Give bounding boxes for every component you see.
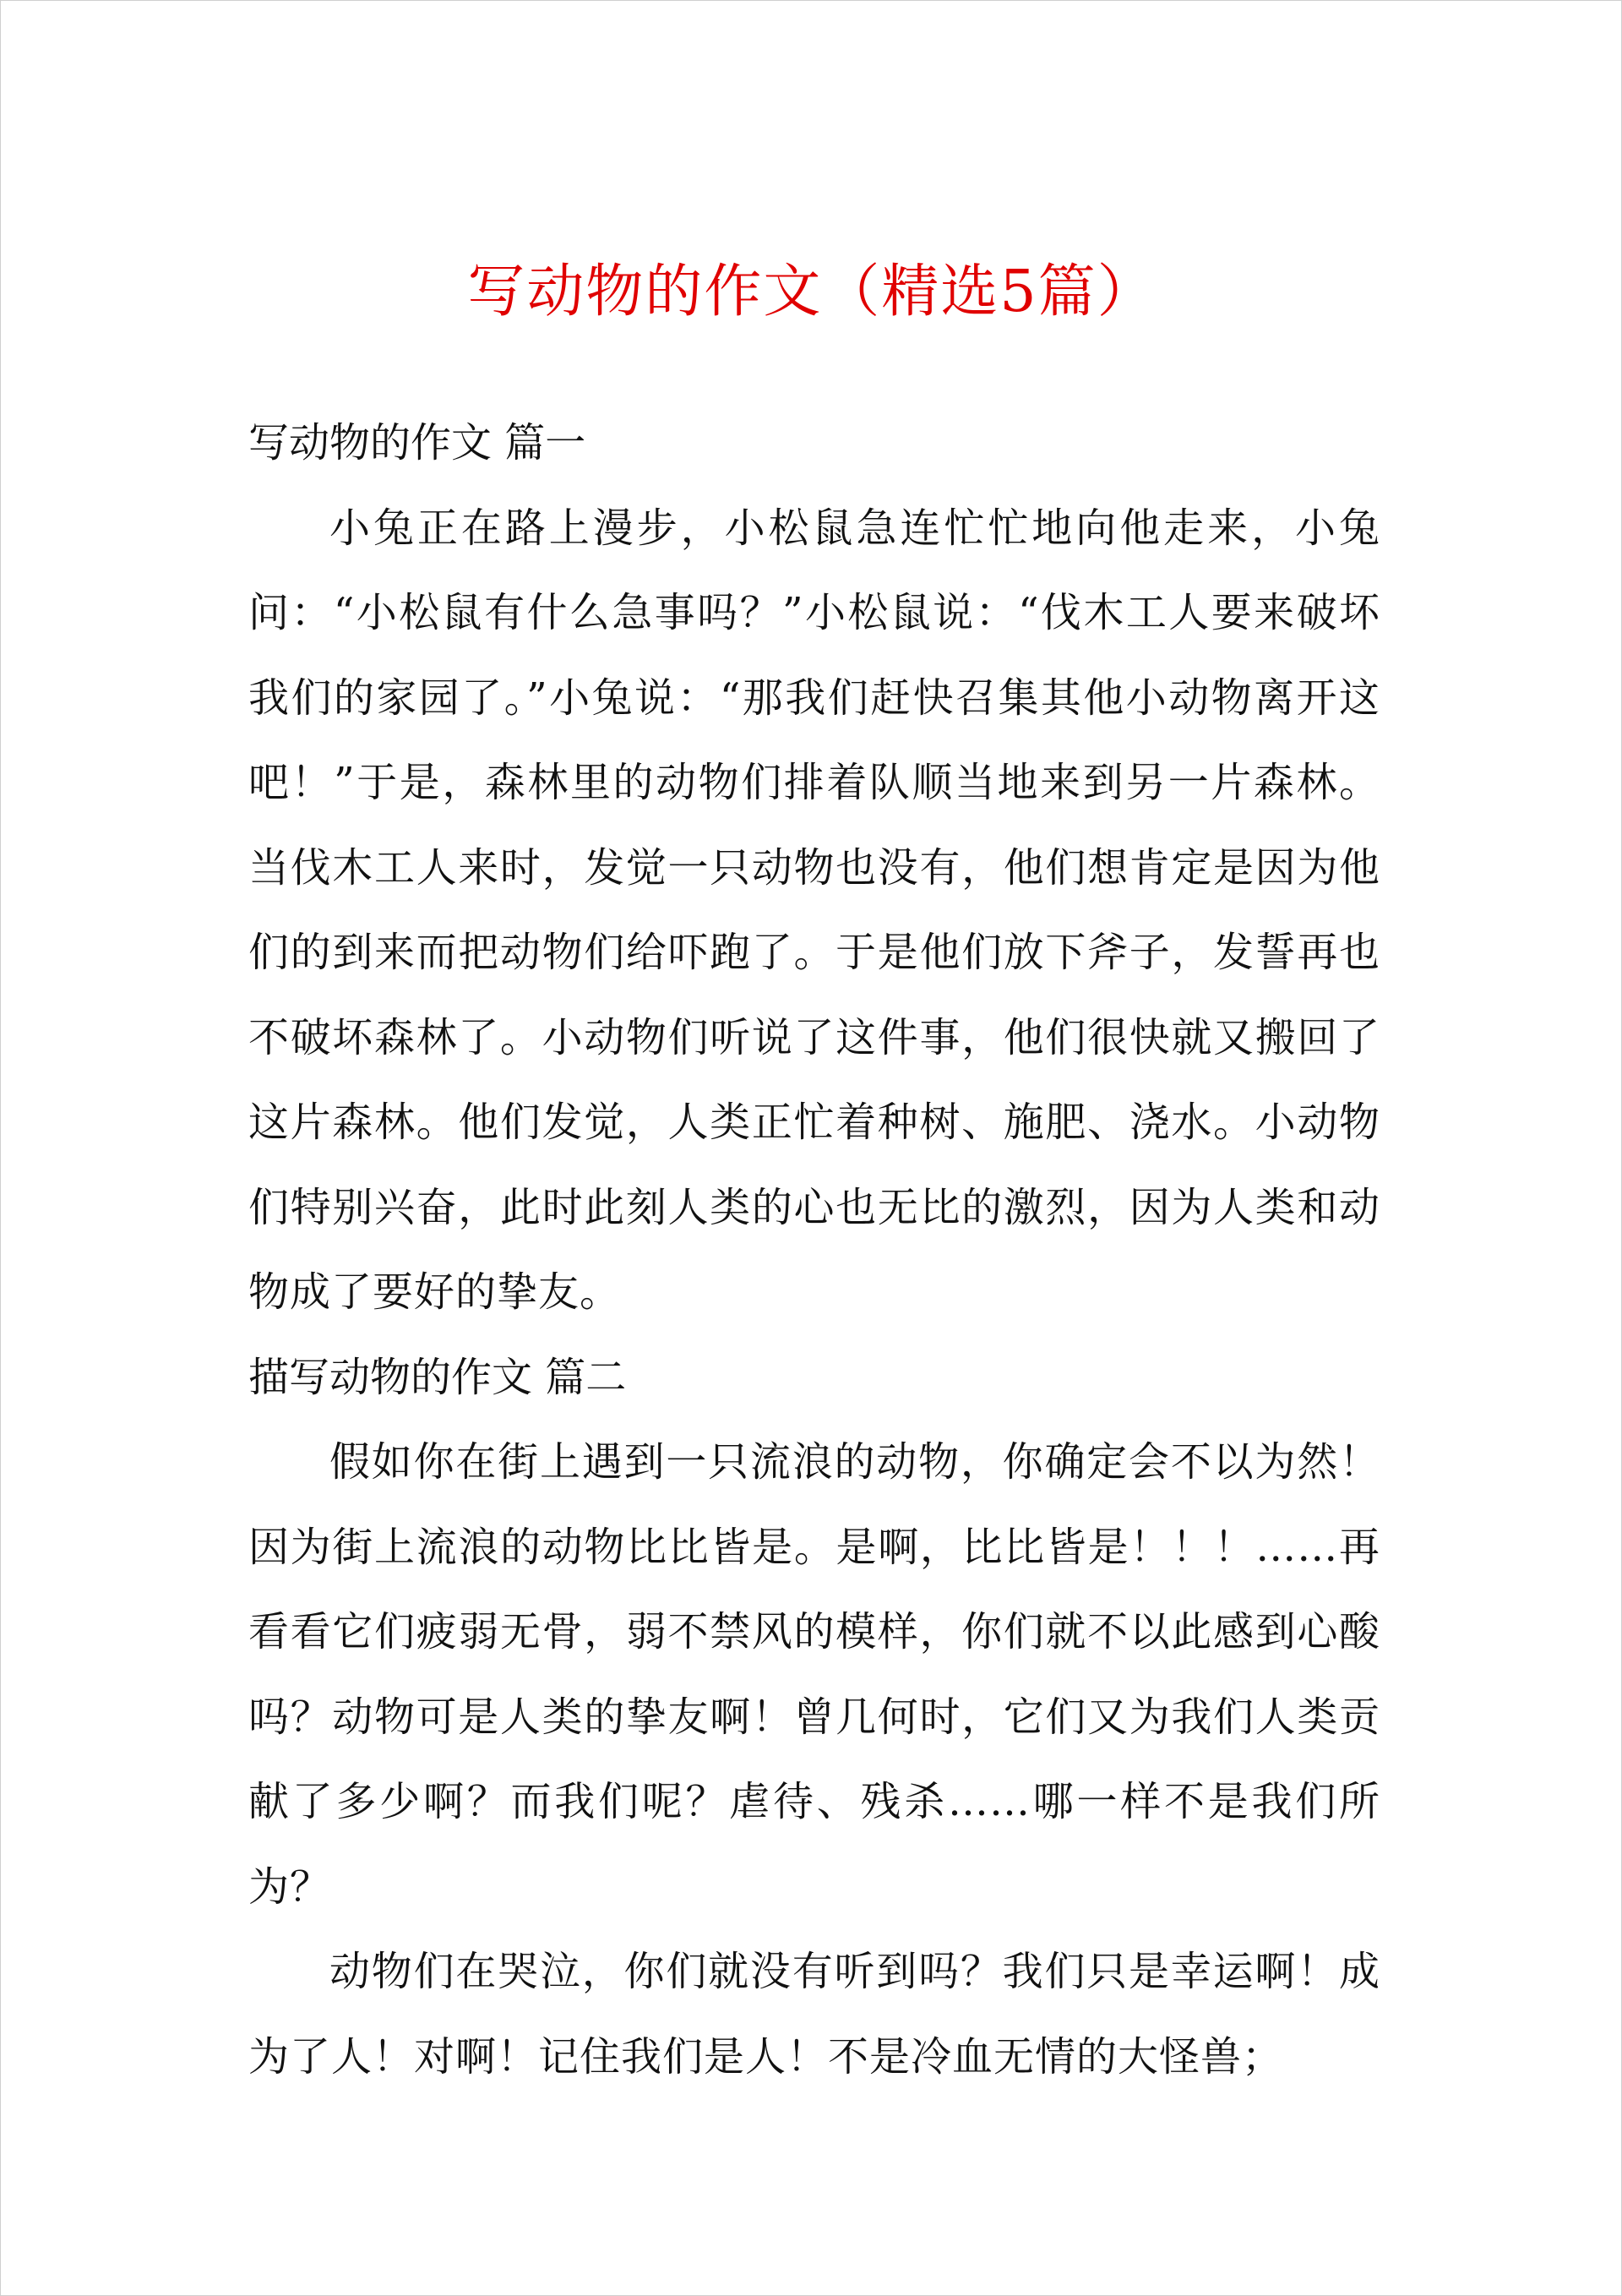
section-2-paragraph-1: 假如你在街上遇到一只流浪的动物，你确定会不以为然！因为街上流浪的动物比比皆是。是啊，比比皆是！！！……再看看它们疲弱无骨，弱不禁风的模样，你们就不以此感到心酸吗？动物可是人类的挚友啊！曾几何时，它们又为我们人类贡献了多少啊？而我们呢？虐待、残杀……哪一样不是我们所为？: [248, 1438, 1380, 1911]
section-heading-2: 描写动物的作文 篇二: [248, 1353, 627, 1401]
document-body: [248, 401, 1380, 2099]
document-title: 写动物的作文（精选5篇）: [467, 259, 1157, 325]
section-2-paragraph-2: 动物们在哭泣，你们就没有听到吗？我们只是幸运啊！成为了人！对啊！记住我们是人！不是冷血无情的大怪兽；: [248, 1948, 1380, 2081]
section-heading-1: 写动物的作文 篇一: [248, 419, 586, 466]
section-1-paragraph-1: 小兔正在路上漫步，小松鼠急连忙忙地向他走来，小兔问：“小松鼠有什么急事吗？”小松鼠说：“伐木工人要来破坏我们的家园了。”小兔说：“那我们赶快召集其他小动物离开这吧！”于是，森林里的动物们排着队顺当地来到另一片森林。当伐木工人来时，发觉一只动物也没有，他们想肯定是因为他们的到来而把动物们给吓跑了。于是他们放下斧子，发誓再也不破坏森林了。小动物们听说了这件事，他们很快就又搬回了这片森林。他们发觉，人类正忙着种树、施肥、浇水。小动物们特别兴奋，此时此刻人类的心也无比的激烈，因为人类和动物成了要好的挚友。: [248, 504, 1380, 1316]
